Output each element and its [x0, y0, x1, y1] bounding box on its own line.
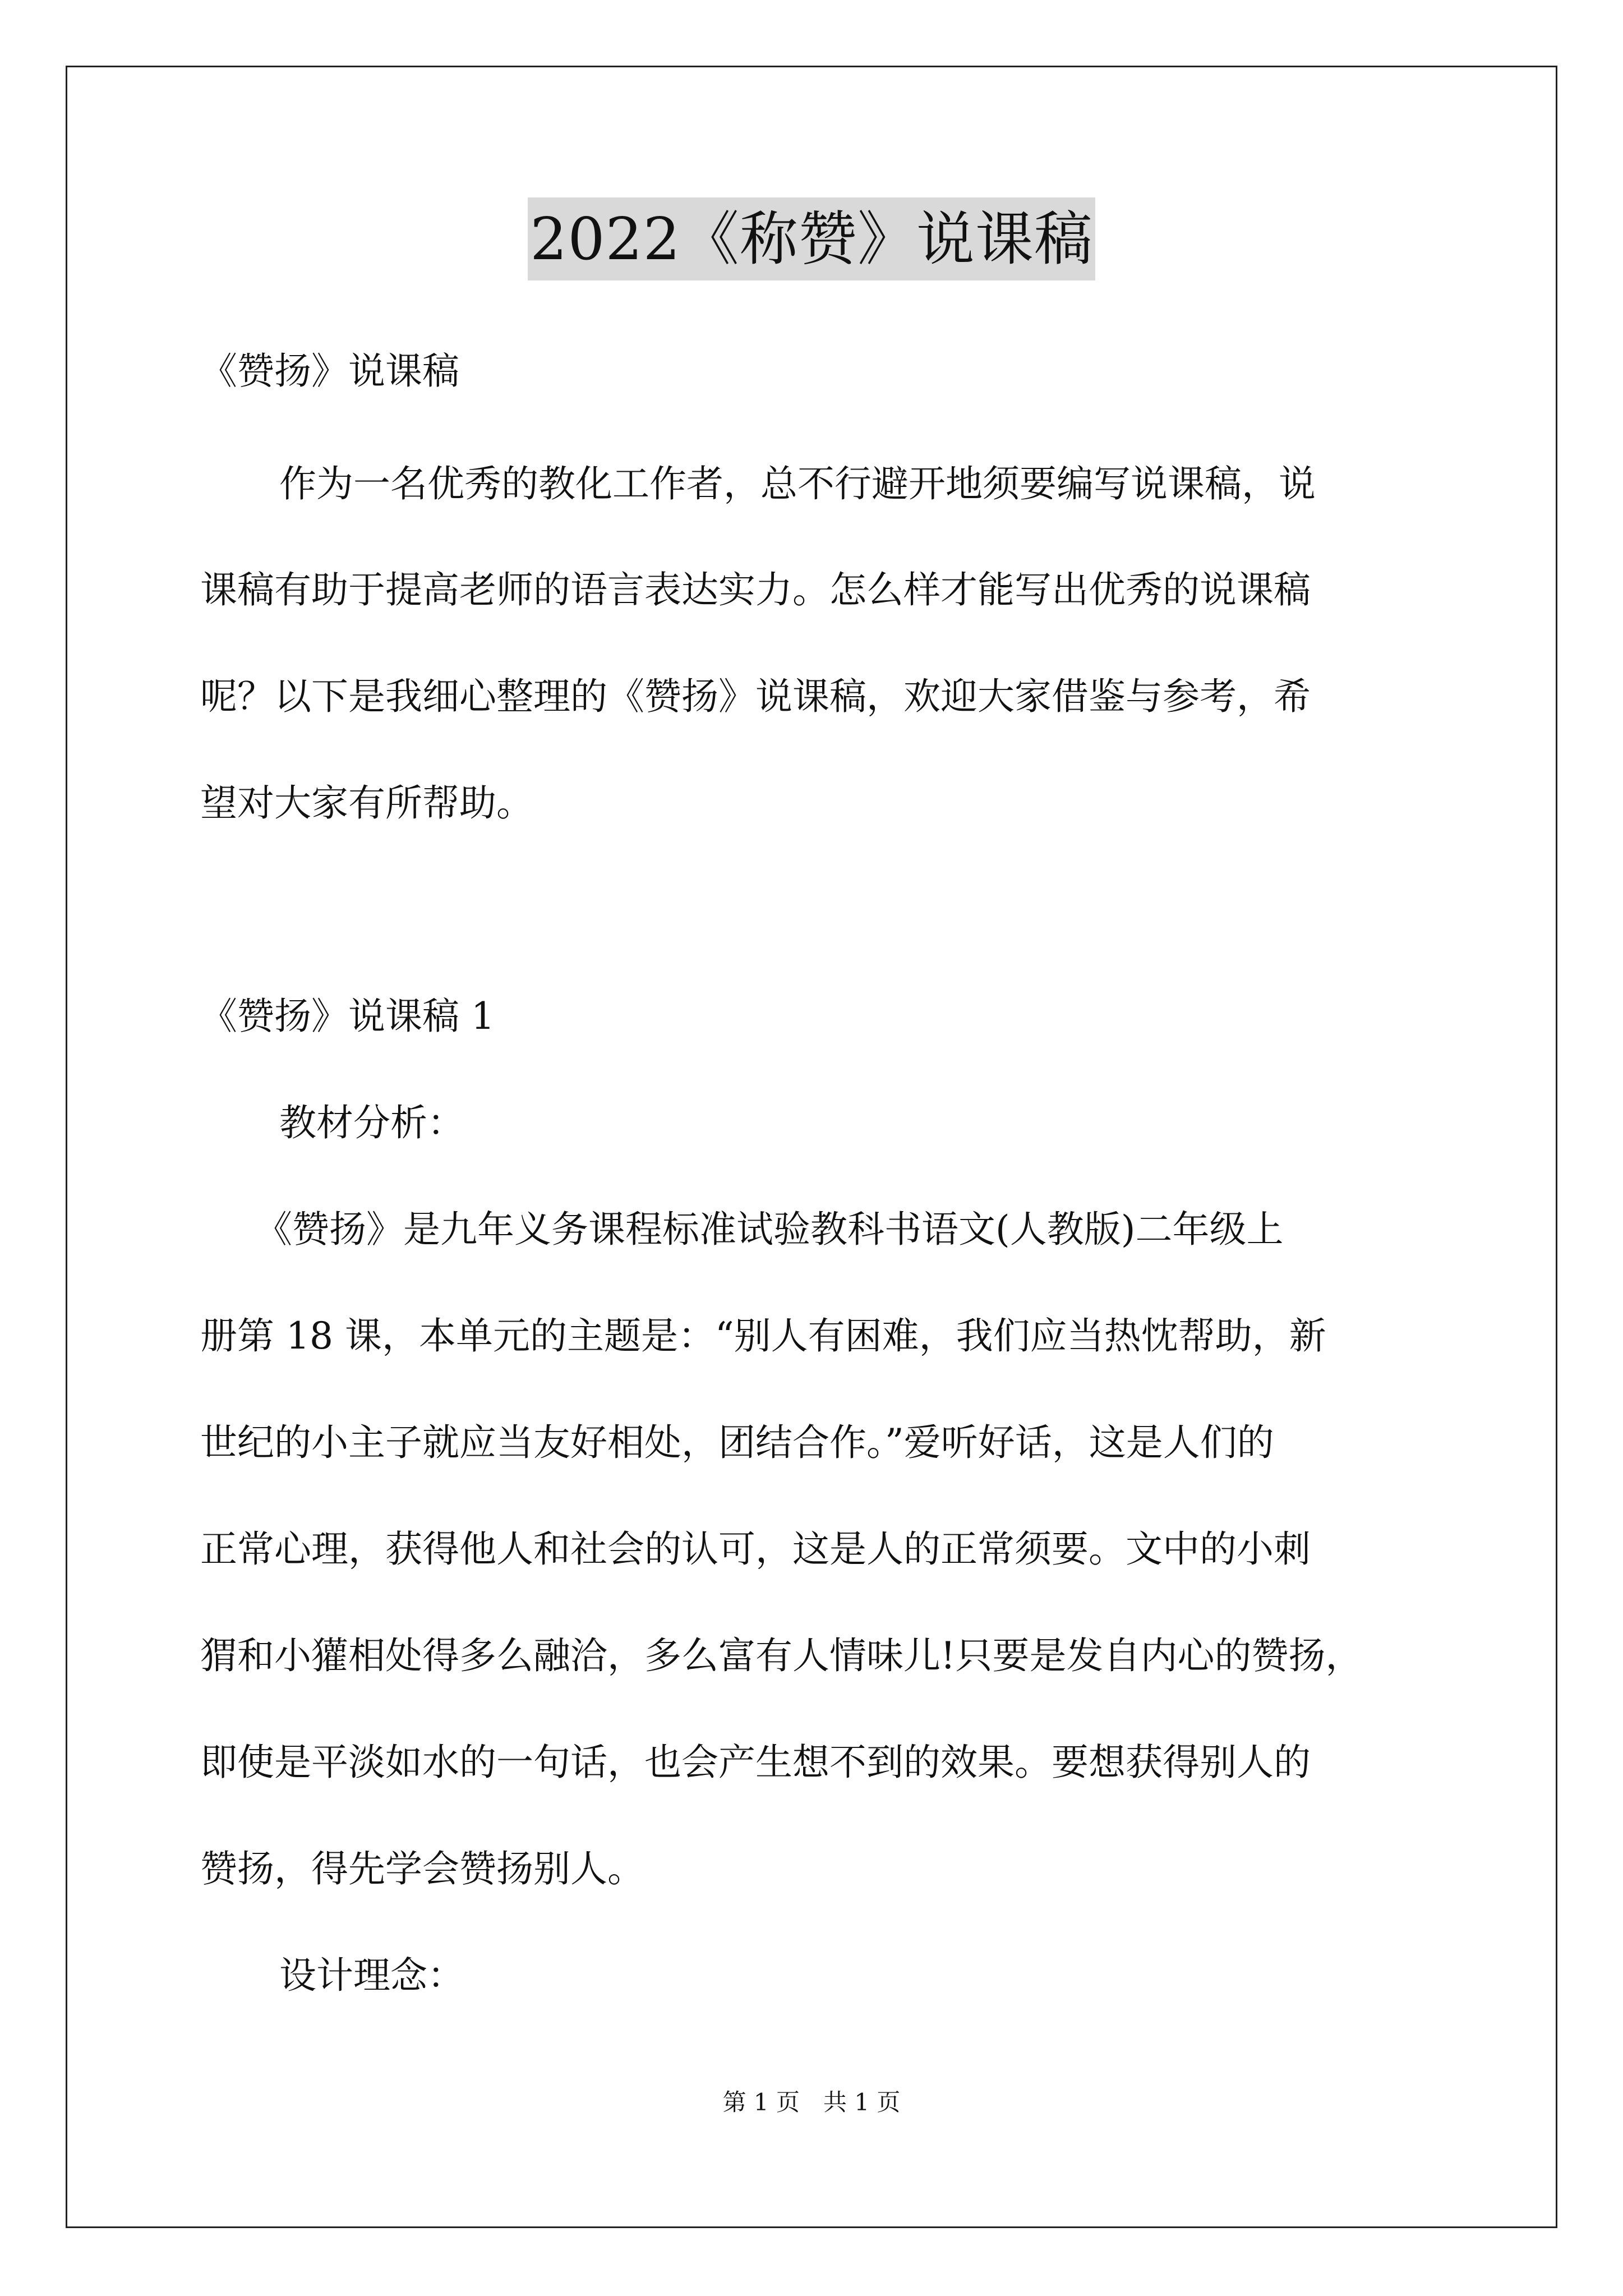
paragraph-line: 作为一名优秀的教化工作者，总不行避开地须要编写说课稿，说: [279, 462, 1316, 505]
subsection-heading: 设计理念：: [279, 1954, 464, 1997]
paragraph-line: 即使是平淡如水的一句话，也会产生想不到的效果。要想获得别人的: [200, 1741, 1311, 1784]
section-heading: 《赞扬》说课稿 1: [200, 995, 495, 1038]
paragraph-line: 册第 18 课，本单元的主题是：“别人有困难，我们应当热忱帮助，新: [200, 1314, 1326, 1358]
intro-heading: 《赞扬》说课稿: [200, 349, 459, 393]
paragraph-line: 《赞扬》是九年义务课程标准试验教科书语文(人教版)二年级上: [255, 1208, 1284, 1251]
paragraph-line: 赞扬，得先学会赞扬别人。: [200, 1847, 644, 1890]
paragraph-line: 望对大家有所帮助。: [200, 781, 533, 825]
document-title: 2022《称赞》说课稿: [528, 197, 1095, 280]
paragraph-line: 正常心理，获得他人和社会的认可，这是人的正常须要。文中的小刺: [200, 1527, 1311, 1571]
paragraph-line: 课稿有助于提高老师的语言表达实力。怎么样才能写出优秀的说课稿: [200, 568, 1311, 611]
subsection-heading: 教材分析：: [279, 1101, 464, 1144]
title-container: [0, 197, 1623, 280]
paragraph-line: 猬和小獾相处得多么融洽，多么富有人情味儿!只要是发自内心的赞扬，: [200, 1634, 1363, 1677]
paragraph-line: 呢？以下是我细心整理的《赞扬》说课稿，欢迎大家借鉴与参考，希: [200, 675, 1311, 718]
page-footer: 第 1 页 共 1 页: [722, 2088, 901, 2116]
paragraph-line: 世纪的小主子就应当友好相处，团结合作。”爱听好话，这是人们的: [200, 1421, 1274, 1464]
